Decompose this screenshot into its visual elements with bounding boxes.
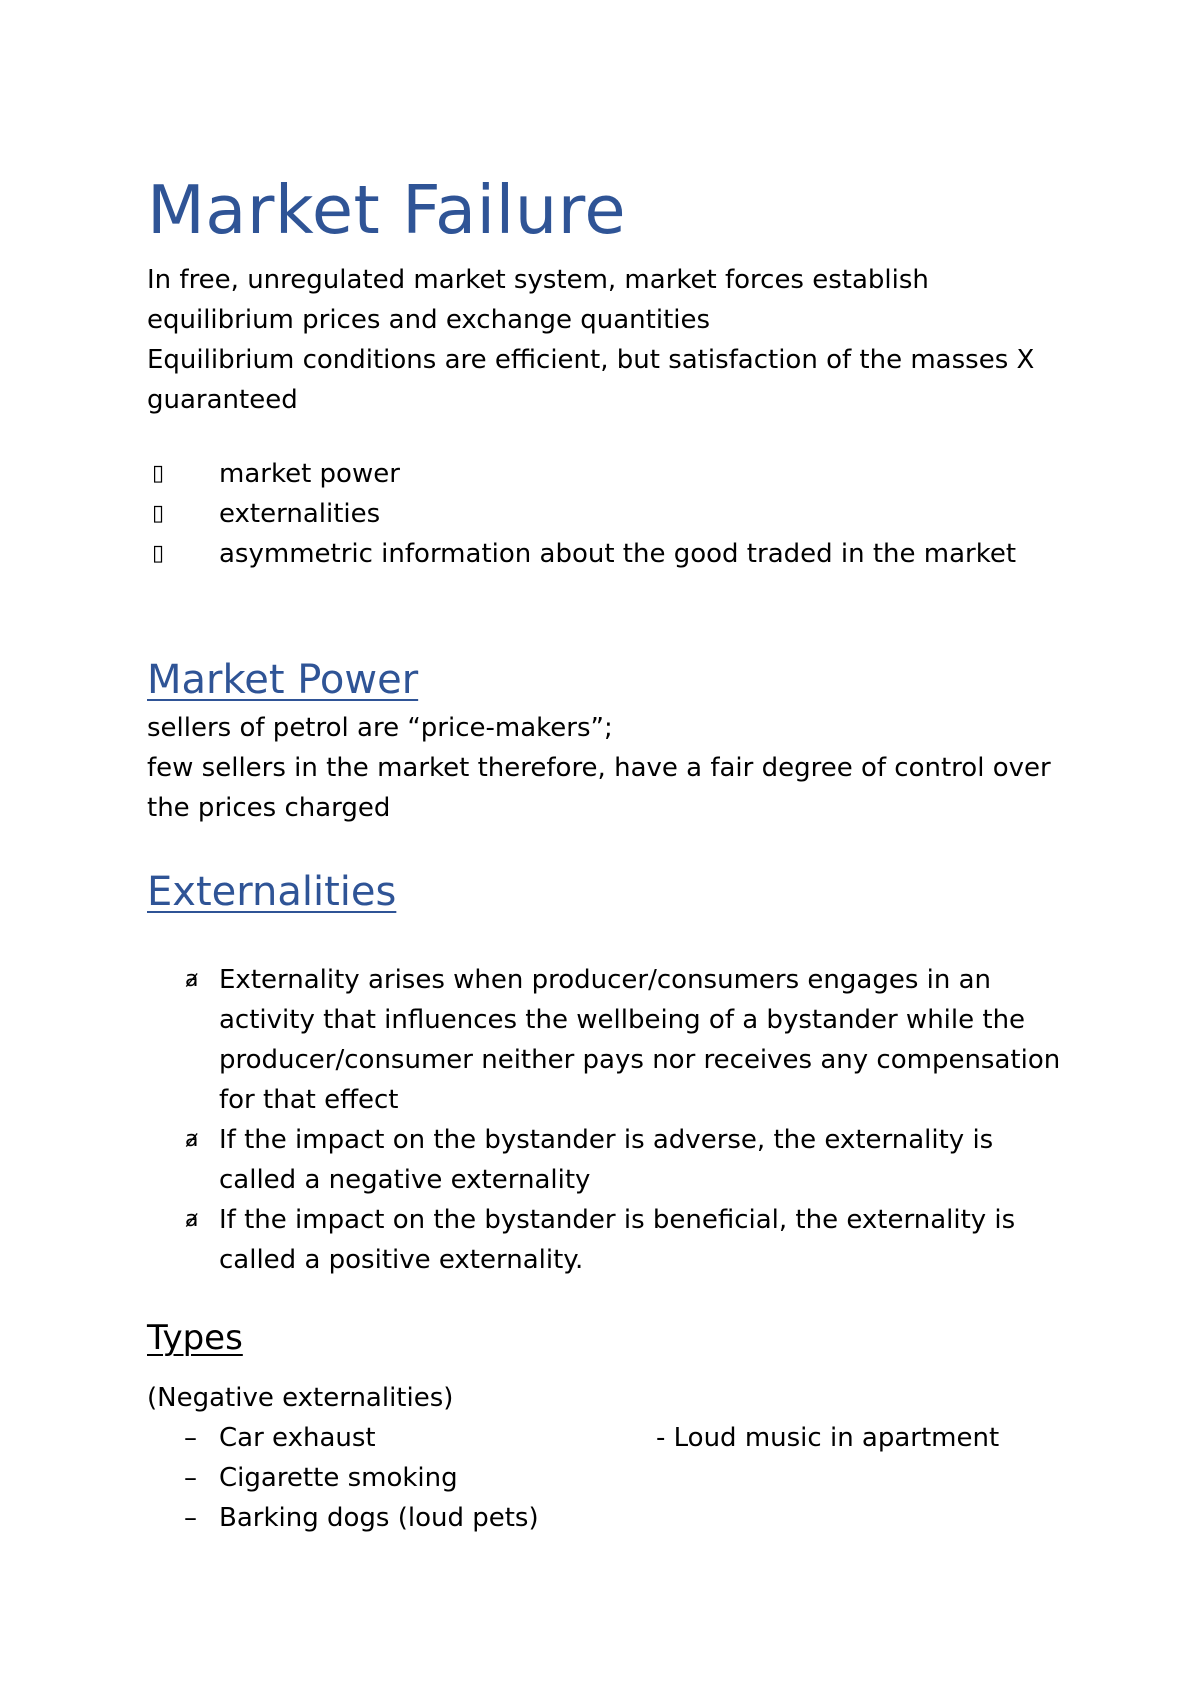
list-item-text: Barking dogs (loud pets) bbox=[219, 1503, 539, 1533]
dash-bullet: – bbox=[184, 1503, 197, 1533]
document-title: Market Failure bbox=[147, 171, 627, 249]
externalities-list bbox=[147, 960, 1077, 1280]
missing-glyph-icon: ▯ bbox=[152, 461, 165, 486]
intro-line: Equilibrium conditions are efficient, but satisfaction of the masses X bbox=[147, 345, 1035, 375]
arrow-bullet-icon: ⱥ bbox=[185, 1127, 199, 1152]
list-item-text: Externality arises when producer/consumers engages in an activity that influences the wellbeing of a bystander while the producer/consumer neither pays nor receives any compensation for that effect bbox=[219, 965, 1061, 1115]
list-item bbox=[147, 454, 1077, 494]
paragraph-line: few sellers in the market therefore, have a fair degree of control over bbox=[147, 753, 1051, 783]
missing-glyph-icon: ▯ bbox=[152, 541, 165, 566]
arrow-bullet-icon: ⱥ bbox=[185, 1207, 199, 1232]
document-page bbox=[147, 170, 1077, 1538]
paragraph-line: sellers of petrol are “price-makers”; bbox=[147, 713, 613, 743]
list-item-label: market power bbox=[219, 459, 400, 489]
list-item bbox=[147, 1200, 1077, 1280]
list-item bbox=[147, 494, 1077, 534]
intro-line: equilibrium prices and exchange quantities bbox=[147, 305, 711, 335]
arrow-bullet-icon: ⱥ bbox=[185, 967, 199, 992]
list-item bbox=[147, 1498, 1077, 1538]
market-power-paragraph bbox=[147, 708, 1077, 828]
list-item bbox=[147, 1120, 1077, 1200]
section-heading-externalities: Externalities bbox=[147, 869, 397, 915]
subsection-heading-types: Types bbox=[147, 1318, 243, 1358]
intro-line: In free, unregulated market system, market forces establish bbox=[147, 265, 929, 295]
list-item bbox=[147, 1458, 1077, 1498]
missing-glyph-icon: ▯ bbox=[152, 501, 165, 526]
list-item-label: asymmetric information about the good traded in the market bbox=[219, 539, 1017, 569]
types-list bbox=[147, 1418, 1077, 1538]
dash-bullet: – bbox=[184, 1463, 197, 1493]
list-item-text: Car exhaust bbox=[219, 1423, 376, 1453]
intro-paragraph bbox=[147, 260, 1077, 420]
list-item bbox=[147, 534, 1077, 574]
list-item bbox=[147, 960, 1077, 1120]
list-item bbox=[147, 1418, 1077, 1458]
list-item-text: If the impact on the bystander is beneficial, the externality is called a positive externality. bbox=[219, 1205, 1016, 1275]
list-item-label: externalities bbox=[219, 499, 381, 529]
intro-line: guaranteed bbox=[147, 385, 298, 415]
side-list-item-text: - Loud music in apartment bbox=[656, 1423, 1000, 1453]
section-heading-market-power: Market Power bbox=[147, 657, 419, 703]
list-item-text: Cigarette smoking bbox=[219, 1463, 458, 1493]
dash-bullet: – bbox=[184, 1423, 197, 1453]
causes-list bbox=[147, 454, 1077, 574]
list-item-text: If the impact on the bystander is adverse, the externality is called a negative externality bbox=[219, 1125, 994, 1195]
paragraph-line: the prices charged bbox=[147, 793, 391, 823]
types-subheading: (Negative externalities) bbox=[147, 1383, 454, 1413]
